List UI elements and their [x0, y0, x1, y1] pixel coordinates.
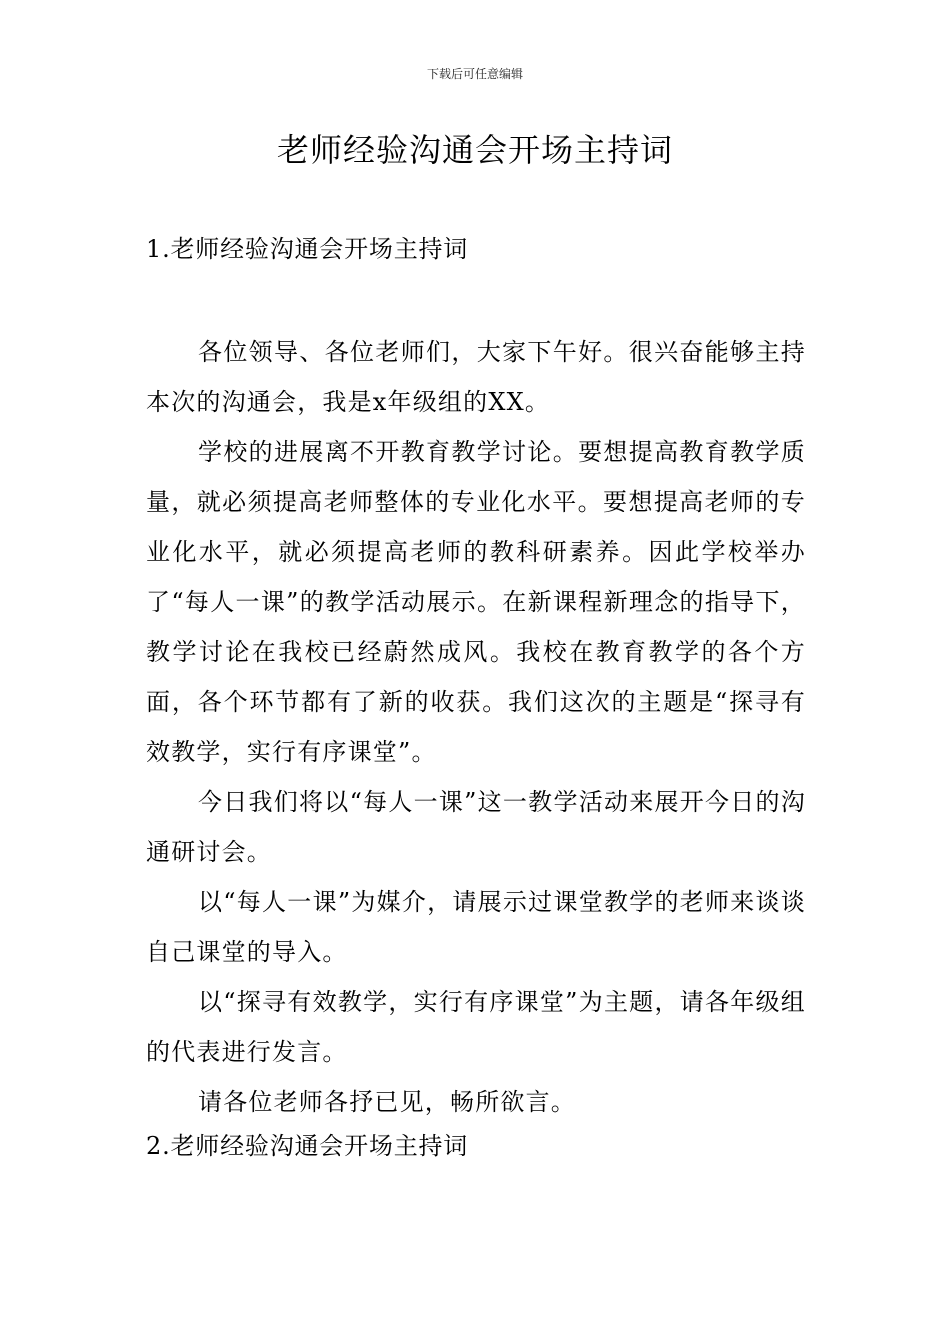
header-note: 下载后可任意编辑: [426, 67, 523, 81]
paragraph-2: 学校的进展离不开教育教学讨论。要想提高教育教学质量，就必须提高老师整体的专业化水平。要想提高老师的专业化水平，就必须提高老师的教科研素养。因此学校举办了“每人一课”的教学活动展示。在新课程新理念的指导下，教学讨论在我校已经蔚然成风。我校在教育教学的各个方面，各个环节都有了新的收获。我们这次的主题是“探寻有效教学，实行有序课堂”。: [146, 438, 806, 766]
paragraph-5: 以“探寻有效教学，实行有序课堂”为主题，请各年级组的代表进行发言。: [146, 988, 806, 1066]
document-title: 老师经验沟通会开场主持词: [276, 131, 673, 169]
paragraph-1: 各位领导、各位老师们，大家下午好。很兴奋能够主持本次的沟通会，我是x年级组的XX。: [146, 338, 806, 416]
paragraph-6: 请各位老师各抒已见，畅所欲言。: [198, 1088, 576, 1116]
paragraph-3: 今日我们将以“每人一课”这一教学活动来展开今日的沟通研讨会。: [146, 788, 806, 866]
section-heading-1: 1.老师经验沟通会开场主持词: [146, 235, 469, 263]
paragraph-4: 以“每人一课”为媒介，请展示过课堂教学的老师来谈谈自己课堂的导入。: [146, 888, 806, 966]
body-text: [146, 327, 806, 1127]
section-heading-2: 2.老师经验沟通会开场主持词: [146, 1132, 469, 1160]
